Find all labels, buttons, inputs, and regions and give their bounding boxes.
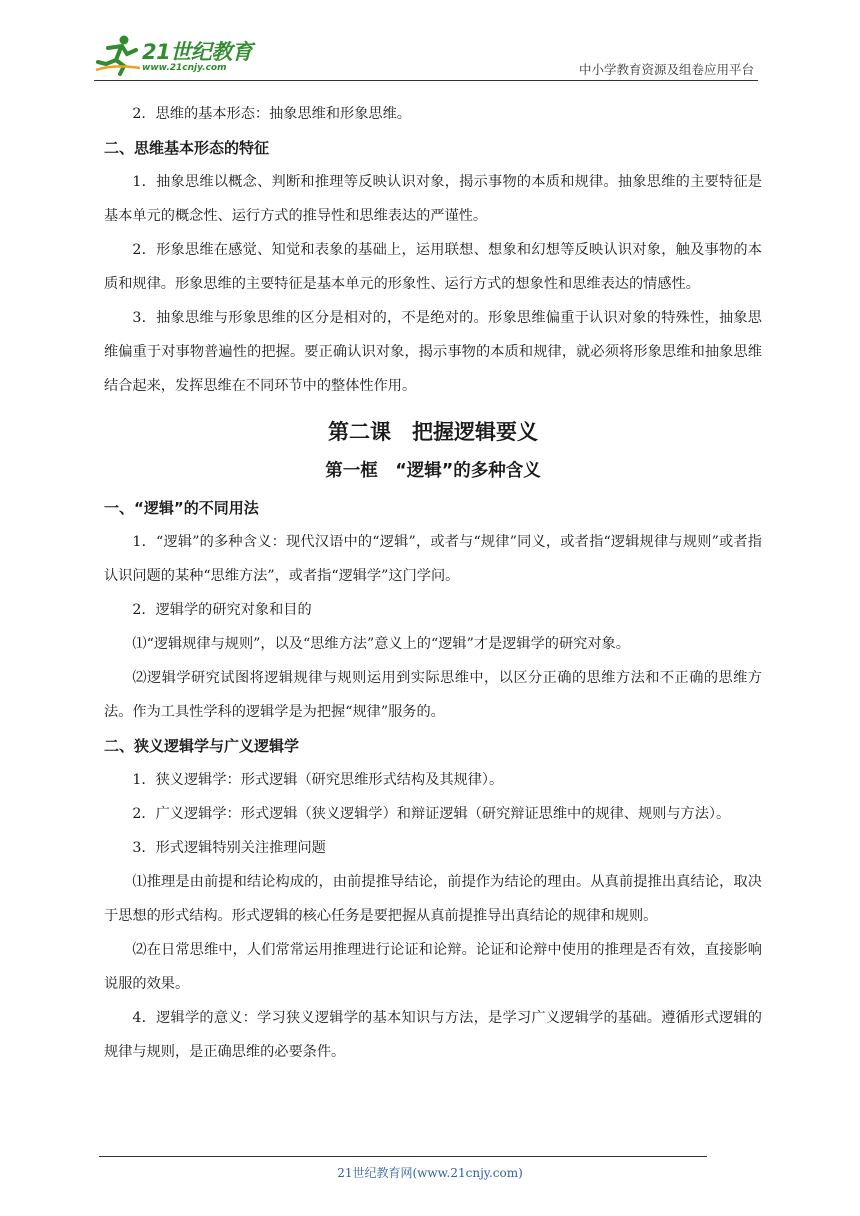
paragraph: 2．广义逻辑学：形式逻辑（狭义逻辑学）和辩证逻辑（研究辩证思维中的规律、规则与方法）。	[132, 806, 731, 822]
paragraph: 2．形象思维在感觉、知觉和表象的基础上，运用联想、想象和幻想等反映认识对象，触及事物的本质和规律。形象思维的主要特征是基本单元的形象性、运行方式的想象性和思维表达的情感性。	[104, 242, 762, 292]
site-logo[interactable]	[94, 34, 264, 76]
paragraph: 2．思维的基本形态：抽象思维和形象思维。	[132, 106, 411, 122]
paragraph: ⑴“逻辑规律与规则”，以及“思维方法”意义上的“逻辑”才是逻辑学的研究对象。	[132, 636, 630, 652]
paragraph: 3．抽象思维与形象思维的区分是相对的，不是绝对的。形象思维偏重于认识对象的特殊性，抽象思维偏重于对事物普遍性的把握。要正确认识对象，揭示事物的本质和规律，就必须将形象思维和抽象思维结合起来，发挥思维在不同环节中的整体性作用。	[104, 310, 762, 394]
section-heading: 一、“逻辑”的不同用法	[104, 499, 259, 517]
paragraph: 1．“逻辑”的多种含义：现代汉语中的“逻辑”，或者与“规律”同义，或者指“逻辑规律与规则”或者指认识问题的某种“思维方法”，或者指“逻辑学”这门学问。	[104, 534, 762, 584]
frame-title: 第一框 “逻辑”的多种含义	[325, 461, 541, 481]
footer-link[interactable]: 21世纪教育网(www.21cnjy.com)	[337, 1166, 523, 1180]
section-heading: 二、狭义逻辑学与广义逻辑学	[104, 737, 300, 755]
footer-divider	[99, 1156, 707, 1157]
lesson-title: 第二课 把握逻辑要义	[328, 420, 538, 444]
paragraph: ⑵在日常思维中，人们常常运用推理进行论证和论辩。论证和论辩中使用的推理是否有效，直接影响说服的效果。	[104, 942, 762, 992]
platform-name: 中小学教育资源及组卷应用平台	[578, 62, 754, 77]
paragraph: ⑵逻辑学研究试图将逻辑规律与规则运用到实际思维中，以区分正确的思维方法和不正确的思维方法。作为工具性学科的逻辑学是为把握“规律”服务的。	[104, 670, 762, 720]
paragraph: 4．逻辑学的意义：学习狭义逻辑学的基本知识与方法，是学习广义逻辑学的基础。遵循形式逻辑的规律与规则，是正确思维的必要条件。	[104, 1010, 762, 1060]
page-header	[94, 30, 758, 80]
runner-logo-icon	[94, 34, 142, 76]
paragraph: 1．狭义逻辑学：形式逻辑（研究思维形式结构及其规律）。	[132, 772, 504, 788]
paragraph: 2．逻辑学的研究对象和目的	[132, 602, 312, 618]
paragraph: 3．形式逻辑特别关注推理问题	[132, 840, 326, 856]
paragraph: ⑴推理是由前提和结论构成的，由前提推导结论，前提作为结论的理由。从真前提推出真结论，取决于思想的形式结构。形式逻辑的核心任务是要把握从真前提推导出真结论的规律和规则。	[104, 874, 762, 924]
document-body	[104, 97, 762, 1069]
section-heading: 二、思维基本形态的特征	[104, 139, 270, 157]
paragraph: 1．抽象思维以概念、判断和推理等反映认识对象，揭示事物的本质和规律。抽象思维的主要特征是基本单元的概念性、运行方式的推导性和思维表达的严谨性。	[104, 174, 762, 224]
header-divider	[94, 80, 758, 81]
logo-url: www.21cnjy.com	[142, 63, 227, 73]
logo-text: 21世纪教育	[142, 40, 253, 64]
